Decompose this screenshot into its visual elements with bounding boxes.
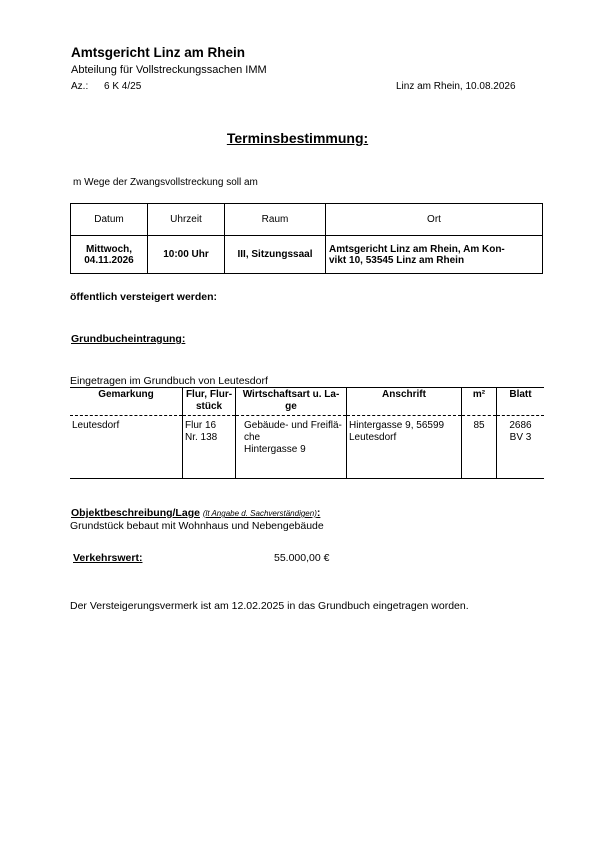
cell-wirtschaftsart — [236, 416, 347, 479]
blatt-line-1: 2686 — [509, 420, 532, 431]
cell-gemarkung: Leutesdorf — [70, 416, 183, 479]
cell-flur — [183, 416, 236, 479]
department: Abteilung für Vollstreckungssachen IMM — [71, 64, 267, 76]
place-date: Linz am Rhein, 10.08.2026 — [396, 81, 516, 92]
header-blatt: Blatt — [497, 388, 545, 416]
flur-line-1: Flur 16 — [185, 420, 217, 431]
objekt-heading-note: (lt Angabe d. Sachverständigen) — [202, 509, 317, 518]
header-ort: Ort — [326, 204, 543, 236]
grundbuch-intro: Eingetragen im Grundbuch von Leutesdorf — [70, 375, 268, 387]
termin-table-header — [71, 204, 543, 236]
header-raum: Raum — [225, 204, 326, 236]
objekt-heading — [71, 507, 320, 519]
cell-uhrzeit: 10:00 Uhr — [148, 236, 225, 274]
cell-anschrift — [347, 416, 462, 479]
document-title: Terminsbestimmung: — [226, 130, 369, 146]
grundbuch-heading: Grundbucheintragung: — [71, 333, 186, 345]
header-datum: Datum — [71, 204, 148, 236]
intro-text: m Wege der Zwangsvollstreckung soll am — [73, 177, 258, 188]
grundbuch-table — [70, 387, 544, 479]
cell-ort — [326, 236, 543, 274]
anschrift-line-1: Hintergasse 9, 56599 — [349, 420, 445, 431]
objekt-heading-suffix: : — [316, 507, 321, 519]
flur-line-2: Nr. 138 — [185, 432, 218, 443]
header-wirtschaftsart — [236, 388, 347, 416]
header-anschrift: Anschrift — [347, 388, 462, 416]
flur-header-line-1: Flur, Flur- — [185, 389, 233, 400]
wirtschaft-header-line-1: Wirtschaftsart u. La- — [242, 389, 340, 400]
header-gemarkung: Gemarkung — [70, 388, 183, 416]
az-value: 6 K 4/25 — [104, 81, 142, 92]
datum-line-2: 04.11.2026 — [84, 254, 134, 266]
wirtschaft-line-3: Hintergasse 9 — [244, 444, 306, 455]
ort-line-1: Amtsgericht Linz am Rhein, Am Kon- — [329, 243, 505, 255]
wirtschaft-line-2: che — [244, 432, 261, 443]
cell-datum — [71, 236, 148, 274]
cell-raum: III, Sitzungssaal — [225, 236, 326, 274]
versteigert-text: öffentlich versteigert werden: — [70, 291, 218, 303]
objekt-heading-label: Objektbeschreibung/Lage — [71, 507, 200, 519]
blatt-line-2: BV 3 — [509, 432, 532, 443]
termin-table — [70, 203, 543, 274]
ort-line-2: vikt 10, 53545 Linz am Rhein — [329, 254, 465, 266]
anschrift-line-2: Leutesdorf — [349, 432, 397, 443]
az-label: Az.: — [71, 81, 89, 92]
court-name: Amtsgericht Linz am Rhein — [71, 45, 246, 60]
flur-header-line-2: stück — [195, 401, 223, 412]
verkehrswert-value: 55.000,00 € — [274, 552, 330, 564]
header-uhrzeit: Uhrzeit — [148, 204, 225, 236]
wirtschaft-line-1: Gebäude- und Freiflä- — [244, 420, 342, 431]
header-m2: m² — [462, 388, 497, 416]
grundbuch-table-row — [70, 416, 544, 479]
cell-blatt — [497, 416, 545, 479]
wirtschaft-header-line-2: ge — [285, 401, 297, 412]
verkehrswert-label: Verkehrswert: — [73, 552, 143, 564]
vermerk-text: Der Versteigerungsvermerk ist am 12.02.2025 in das Grundbuch eingetragen worden. — [70, 600, 469, 612]
datum-line-1: Mittwoch, — [85, 243, 133, 255]
objekt-text: Grundstück bebaut mit Wohnhaus und Nebengebäude — [70, 520, 324, 532]
grundbuch-table-header — [70, 388, 544, 416]
termin-table-row — [71, 236, 543, 274]
cell-m2: 85 — [462, 416, 497, 479]
header-flur — [183, 388, 236, 416]
